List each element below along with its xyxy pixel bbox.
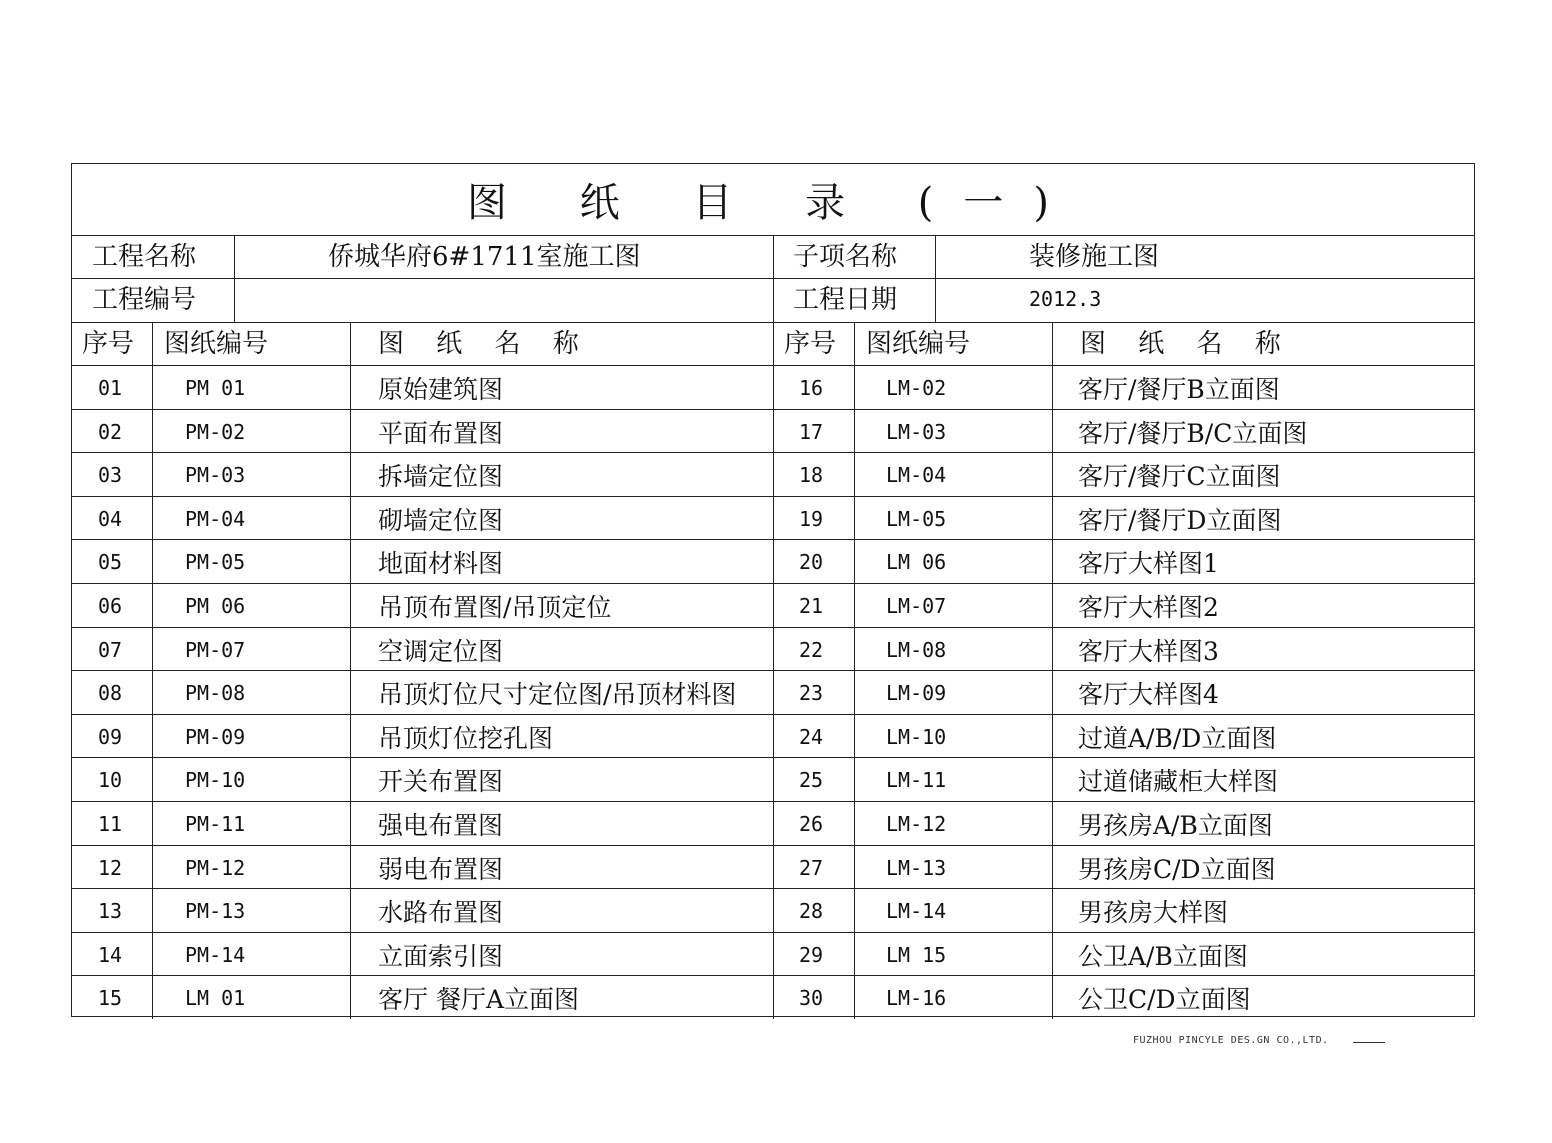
row-drawing-no: LM-14	[886, 899, 947, 924]
row-drawing-no: LM 06	[886, 550, 947, 575]
row-seq: 13	[98, 899, 123, 924]
row-seq: 17	[799, 419, 824, 444]
row-drawing-no: PM-05	[185, 550, 246, 575]
row-drawing-no: LM-03	[886, 419, 947, 444]
row-drawing-no: PM-02	[185, 419, 246, 444]
row-drawing-no: LM-11	[886, 768, 947, 793]
row-seq: 08	[98, 681, 123, 706]
row-drawing-name: 砌墙定位图	[378, 505, 504, 535]
row-drawing-no: LM 15	[886, 942, 947, 967]
col-line	[1052, 322, 1053, 1019]
row-drawing-name: 开关布置图	[378, 767, 504, 797]
row-drawing-no: LM-05	[886, 506, 947, 531]
row-seq: 09	[98, 724, 123, 749]
row-drawing-name: 原始建筑图	[378, 375, 504, 404]
row-drawing-name: 客厅/餐厅B立面图	[1078, 375, 1280, 404]
header-drawing-no: 图纸编号	[866, 329, 971, 359]
project-name-label: 工程名称	[92, 242, 197, 272]
row-drawing-name: 吊顶灯位尺寸定位图/吊顶材料图	[378, 680, 737, 710]
info-col-line	[935, 235, 936, 322]
company-footer: FUZHOU PINCYLE DES.GN CO.,LTD.	[1133, 1035, 1329, 1046]
row-drawing-no: LM 01	[185, 986, 246, 1011]
row-drawing-no: PM-09	[185, 724, 246, 749]
row-drawing-no: LM-10	[886, 724, 947, 749]
header-drawing-name: 图 纸 名 称	[1080, 329, 1293, 359]
row-seq: 26	[799, 812, 824, 836]
row-drawing-no: LM-08	[886, 637, 947, 662]
row-drawing-name: 强电布置图	[378, 811, 504, 840]
row-drawing-no: PM 06	[185, 594, 246, 618]
row-drawing-name: 客厅大样图3	[1078, 636, 1219, 666]
row-drawing-no: LM-12	[886, 812, 947, 836]
project-name-value: 侨城华府6#1711室施工图	[328, 242, 641, 272]
row-drawing-name: 拆墙定位图	[378, 462, 504, 492]
row-drawing-name: 弱电布置图	[378, 854, 504, 884]
row-drawing-no: PM-13	[185, 899, 246, 924]
row-drawing-name: 公卫A/B立面图	[1078, 941, 1248, 971]
project-date-value: 2012.3	[1029, 287, 1102, 311]
row-seq: 03	[98, 463, 123, 488]
row-drawing-name: 男孩房A/B立面图	[1078, 811, 1273, 840]
row-seq: 12	[98, 855, 123, 880]
row-seq: 01	[98, 376, 123, 400]
header-drawing-no: 图纸编号	[164, 329, 269, 359]
row-drawing-no: PM-03	[185, 463, 246, 488]
row-drawing-name: 过道储藏柜大样图	[1078, 767, 1279, 797]
row-seq: 07	[98, 637, 123, 662]
row-drawing-name: 公卫C/D立面图	[1078, 985, 1251, 1015]
header-drawing-name: 图 纸 名 称	[378, 329, 591, 359]
info-col-line	[234, 235, 235, 322]
col-line	[854, 322, 855, 1019]
row-drawing-name: 吊顶布置图/吊顶定位	[378, 593, 612, 622]
row-seq: 29	[799, 942, 824, 967]
row-drawing-name: 空调定位图	[378, 636, 504, 666]
row-drawing-name: 客厅大样图2	[1078, 593, 1219, 622]
row-drawing-no: PM-10	[185, 768, 246, 793]
row-seq: 05	[98, 550, 123, 575]
row-seq: 19	[799, 506, 824, 531]
header-seq: 序号	[784, 329, 837, 359]
col-line	[350, 322, 351, 1019]
sub-item-value: 装修施工图	[1029, 242, 1160, 272]
row-seq: 06	[98, 594, 123, 618]
row-seq: 18	[799, 463, 824, 488]
row-drawing-no: LM-09	[886, 681, 947, 706]
row-drawing-no: PM-11	[185, 812, 246, 836]
row-drawing-name: 客厅大样图4	[1078, 680, 1219, 710]
row-drawing-name: 平面布置图	[378, 418, 504, 448]
drawing-index-sheet	[71, 163, 1475, 1017]
project-no-label: 工程编号	[92, 285, 197, 315]
row-seq: 10	[98, 768, 123, 793]
row-drawing-no: LM-07	[886, 594, 947, 618]
row-drawing-name: 男孩房C/D立面图	[1078, 854, 1276, 884]
row-seq: 20	[799, 550, 824, 575]
row-seq: 30	[799, 986, 824, 1011]
row-seq: 28	[799, 899, 824, 924]
row-seq: 21	[799, 594, 824, 618]
row-drawing-no: PM-14	[185, 942, 246, 967]
row-seq: 15	[98, 986, 123, 1011]
center-col-line	[773, 235, 774, 1019]
row-drawing-name: 客厅大样图1	[1078, 549, 1219, 579]
row-drawing-no: LM-04	[886, 463, 947, 488]
row-drawing-name: 客厅/餐厅D立面图	[1078, 505, 1282, 535]
sub-item-label: 子项名称	[793, 242, 898, 272]
header-seq: 序号	[82, 329, 135, 359]
row-seq: 02	[98, 419, 123, 444]
row-seq: 14	[98, 942, 123, 967]
side-edge-mark	[1543, 388, 1549, 718]
row-drawing-no: LM-13	[886, 855, 947, 880]
row-drawing-name: 客厅/餐厅C立面图	[1078, 462, 1281, 492]
row-drawing-name: 立面索引图	[378, 941, 504, 971]
row-drawing-no: PM-07	[185, 637, 246, 662]
row-drawing-name: 吊顶灯位挖孔图	[378, 723, 554, 753]
row-seq: 23	[799, 681, 824, 706]
row-drawing-no: PM-04	[185, 506, 246, 531]
row-drawing-name: 水路布置图	[378, 898, 504, 928]
row-drawing-no: PM 01	[185, 376, 246, 400]
row-seq: 11	[98, 812, 123, 836]
row-seq: 25	[799, 768, 824, 793]
row-drawing-name: 客厅/餐厅B/C立面图	[1078, 418, 1308, 448]
row-drawing-no: LM-16	[886, 986, 947, 1011]
row-seq: 27	[799, 855, 824, 880]
row-drawing-name: 客厅 餐厅A立面图	[378, 985, 580, 1015]
row-drawing-name: 男孩房大样图	[1078, 898, 1229, 928]
row-seq: 16	[799, 376, 824, 400]
row-drawing-name: 地面材料图	[378, 549, 504, 579]
row-seq: 04	[98, 506, 123, 531]
row-drawing-no: LM-02	[886, 376, 947, 400]
row-drawing-name: 过道A/B/D立面图	[1078, 723, 1277, 753]
col-line	[152, 322, 153, 1019]
row-drawing-no: PM-12	[185, 855, 246, 880]
footer-dash-line	[1353, 1042, 1385, 1043]
project-date-label: 工程日期	[793, 285, 898, 315]
sheet-title: 图 纸 目 录 (一)	[72, 164, 1474, 236]
row-seq: 22	[799, 637, 824, 662]
row-drawing-no: PM-08	[185, 681, 246, 706]
row-seq: 24	[799, 724, 824, 749]
